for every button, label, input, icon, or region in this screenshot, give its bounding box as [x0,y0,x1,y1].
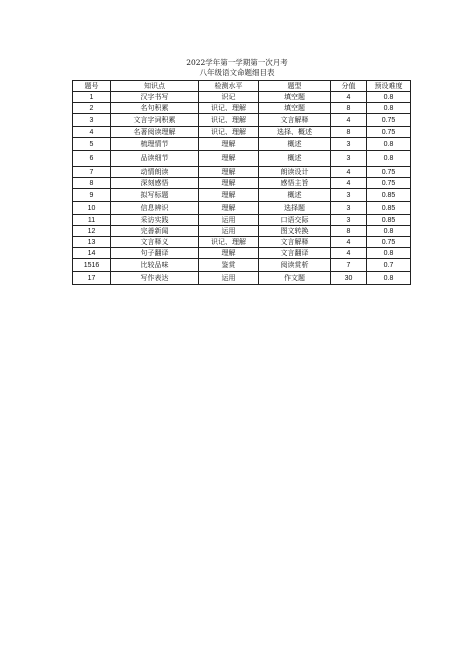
cell-test-level: 理解 [199,178,259,189]
cell-question-type: 图文转换 [259,226,331,237]
cell-question-no: 5 [73,138,111,151]
cell-score: 4 [331,237,367,248]
cell-test-level: 理解 [199,151,259,167]
cell-knowledge-point: 句子翻译 [111,248,199,259]
cell-question-type: 概述 [259,138,331,151]
table-row [73,167,411,178]
table-row [73,248,411,259]
cell-score: 8 [331,127,367,138]
cell-question-type: 填空题 [259,92,331,103]
table-row [73,114,411,127]
cell-question-no: 14 [73,248,111,259]
cell-difficulty: 0.85 [367,215,411,226]
cell-question-no: 12 [73,226,111,237]
table-row [73,103,411,114]
cell-difficulty: 0.85 [367,202,411,215]
spec-table [72,80,411,285]
cell-question-no: 1516 [73,259,111,272]
cell-question-no: 9 [73,189,111,202]
table-row [73,215,411,226]
cell-test-level: 理解 [199,202,259,215]
table-row [73,259,411,272]
cell-test-level: 理解 [199,138,259,151]
cell-question-type: 阅读赏析 [259,259,331,272]
cell-question-no: 10 [73,202,111,215]
cell-difficulty: 0.8 [367,272,411,285]
cell-question-type: 选择题 [259,202,331,215]
cell-difficulty: 0.85 [367,189,411,202]
cell-difficulty: 0.8 [367,151,411,167]
cell-score: 8 [331,226,367,237]
cell-question-type: 选择、概述 [259,127,331,138]
cell-knowledge-point: 名著阅读理解 [111,127,199,138]
cell-test-level: 理解 [199,248,259,259]
cell-difficulty: 0.75 [367,178,411,189]
cell-question-type: 概述 [259,151,331,167]
cell-score: 4 [331,92,367,103]
cell-question-type: 文言解释 [259,237,331,248]
cell-score: 3 [331,215,367,226]
cell-difficulty: 0.75 [367,127,411,138]
cell-question-type: 概述 [259,189,331,202]
document-subtitle: 八年级语文命题细目表 [199,68,275,77]
cell-question-no: 17 [73,272,111,285]
cell-knowledge-point: 品读细节 [111,151,199,167]
cell-difficulty: 0.8 [367,226,411,237]
cell-difficulty: 0.8 [367,103,411,114]
cell-test-level: 识记、理解 [199,237,259,248]
header-difficulty: 预设难度 [367,81,411,92]
header-score: 分值 [331,81,367,92]
cell-test-level: 识记、理解 [199,103,259,114]
cell-score: 7 [331,259,367,272]
cell-score: 3 [331,151,367,167]
cell-question-type: 文言翻译 [259,248,331,259]
cell-test-level: 识记 [199,92,259,103]
cell-question-no: 4 [73,127,111,138]
cell-difficulty: 0.8 [367,248,411,259]
cell-knowledge-point: 文言字词积累 [111,114,199,127]
cell-score: 3 [331,189,367,202]
cell-question-no: 1 [73,92,111,103]
cell-difficulty: 0.75 [367,237,411,248]
cell-question-no: 11 [73,215,111,226]
cell-test-level: 运用 [199,226,259,237]
table-row [73,138,411,151]
cell-score: 4 [331,178,367,189]
table-row [73,92,411,103]
cell-knowledge-point: 采访实践 [111,215,199,226]
cell-knowledge-point: 比较品味 [111,259,199,272]
table-row [73,237,411,248]
cell-score: 30 [331,272,367,285]
cell-knowledge-point: 拟写标题 [111,189,199,202]
cell-test-level: 运用 [199,272,259,285]
cell-test-level: 理解 [199,167,259,178]
cell-knowledge-point: 文言释义 [111,237,199,248]
cell-question-type: 感悟主旨 [259,178,331,189]
cell-score: 4 [331,248,367,259]
cell-test-level: 识记、理解 [199,114,259,127]
table-row [73,189,411,202]
cell-score: 4 [331,167,367,178]
header-knowledge-point: 知识点 [111,81,199,92]
cell-knowledge-point: 汉字书写 [111,92,199,103]
cell-question-type: 作文题 [259,272,331,285]
document-title: 2022学年第一学期第一次月考 [186,58,288,67]
cell-question-no: 2 [73,103,111,114]
cell-knowledge-point: 写作表达 [111,272,199,285]
cell-test-level: 鉴赏 [199,259,259,272]
cell-question-type: 填空题 [259,103,331,114]
cell-knowledge-point: 完善新闻 [111,226,199,237]
cell-difficulty: 0.7 [367,259,411,272]
cell-question-no: 8 [73,178,111,189]
cell-test-level: 运用 [199,215,259,226]
header-question-no: 题号 [73,81,111,92]
cell-question-type: 朗读设计 [259,167,331,178]
header-question-type: 题型 [259,81,331,92]
cell-score: 3 [331,202,367,215]
cell-score: 4 [331,114,367,127]
table-row [73,202,411,215]
table-row [73,127,411,138]
cell-question-type: 口语交际 [259,215,331,226]
cell-difficulty: 0.75 [367,167,411,178]
cell-test-level: 识记、理解 [199,127,259,138]
cell-knowledge-point: 动情朗读 [111,167,199,178]
table-header-row [73,81,411,92]
cell-question-no: 3 [73,114,111,127]
cell-question-type: 文言解释 [259,114,331,127]
cell-knowledge-point: 梳理情节 [111,138,199,151]
cell-question-no: 13 [73,237,111,248]
table-row [73,272,411,285]
cell-difficulty: 0.8 [367,92,411,103]
cell-question-no: 7 [73,167,111,178]
table-row [73,226,411,237]
cell-test-level: 理解 [199,189,259,202]
cell-knowledge-point: 深刻感悟 [111,178,199,189]
cell-difficulty: 0.75 [367,114,411,127]
cell-score: 8 [331,103,367,114]
header-test-level: 检测水平 [199,81,259,92]
table-row [73,151,411,167]
cell-knowledge-point: 信息辨识 [111,202,199,215]
cell-difficulty: 0.8 [367,138,411,151]
cell-score: 3 [331,138,367,151]
cell-knowledge-point: 名句积累 [111,103,199,114]
table-row [73,178,411,189]
cell-question-no: 6 [73,151,111,167]
